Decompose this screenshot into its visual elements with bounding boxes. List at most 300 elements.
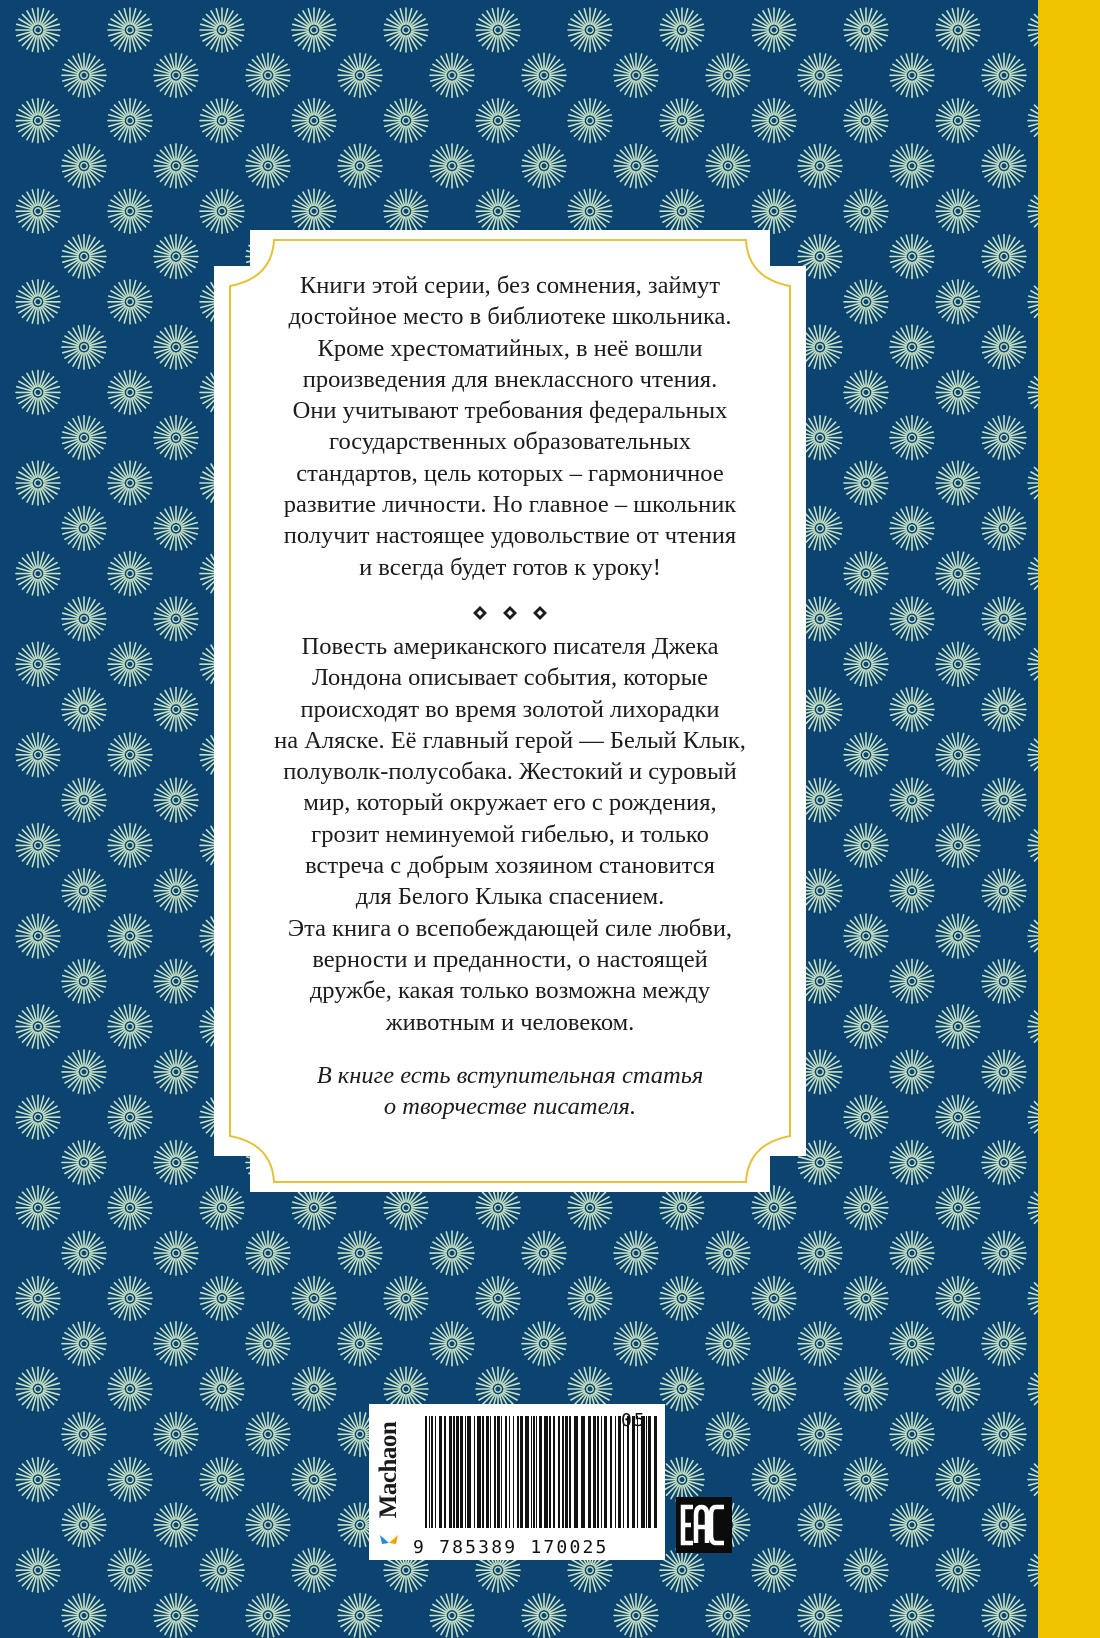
barcode-bar: [501, 1416, 502, 1528]
daisy-flower-icon: [16, 1005, 60, 1049]
daisy-flower-icon: [706, 1594, 750, 1638]
barcode-bar: [453, 1416, 455, 1528]
daisy-flower-icon: [338, 144, 382, 188]
series-description: [270, 270, 750, 583]
barcode-bar: [429, 1416, 430, 1528]
daisy-flower-icon: [108, 461, 152, 505]
daisy-flower-icon: [16, 1276, 60, 1320]
barcode-bar: [654, 1416, 657, 1528]
daisy-flower-icon: [108, 1186, 152, 1230]
daisy-flower-icon: [200, 99, 244, 143]
text-line: верности и преданности, о настоящей: [312, 945, 708, 973]
barcode-bar: [431, 1416, 433, 1528]
daisy-flower-icon: [292, 1548, 336, 1592]
publisher-name: Machaon: [375, 1421, 402, 1519]
text-line: государственных образовательных: [329, 428, 691, 456]
barcode-bar: [641, 1416, 645, 1528]
daisy-flower-icon: [154, 688, 198, 732]
daisy-flower-icon: [108, 1458, 152, 1502]
barcode-bar: [648, 1416, 651, 1528]
book-spine-stripe: [1038, 0, 1100, 1638]
text-line: Кроме хрестоматийных, в неё вошли: [317, 334, 703, 362]
daisy-flower-icon: [706, 1322, 750, 1366]
daisy-flower-icon: [982, 53, 1026, 97]
barcode-bar: [601, 1416, 602, 1528]
daisy-flower-icon: [522, 53, 566, 97]
daisy-flower-icon: [752, 1367, 796, 1411]
daisy-flower-icon: [1028, 1186, 1038, 1230]
daisy-flower-icon: [246, 1322, 290, 1366]
daisy-flower-icon: [568, 189, 612, 233]
daisy-flower-icon: [844, 280, 888, 324]
daisy-flower-icon: [936, 1005, 980, 1049]
daisy-flower-icon: [982, 597, 1026, 641]
daisy-flower-icon: [936, 99, 980, 143]
daisy-flower-icon: [752, 99, 796, 143]
daisy-flower-icon: [154, 325, 198, 369]
daisy-flower-icon: [844, 1458, 888, 1502]
daisy-flower-icon: [660, 8, 704, 52]
daisy-flower-icon: [200, 1276, 244, 1320]
barcode-bar: [444, 1416, 446, 1528]
daisy-flower-icon: [982, 506, 1026, 550]
barcode-bar: [646, 1416, 647, 1528]
daisy-flower-icon: [798, 1594, 842, 1638]
daisy-flower-icon: [1028, 1367, 1038, 1411]
daisy-flower-icon: [936, 1458, 980, 1502]
daisy-flower-icon: [798, 144, 842, 188]
daisy-flower-icon: [154, 1412, 198, 1456]
daisy-flower-icon: [246, 1594, 290, 1638]
daisy-flower-icon: [890, 144, 934, 188]
barcode-bar: [604, 1416, 607, 1528]
daisy-flower-icon: [154, 1594, 198, 1638]
daisy-flower-icon: [706, 53, 750, 97]
daisy-flower-icon: [1028, 99, 1038, 143]
daisy-flower-icon: [614, 1322, 658, 1366]
daisy-flower-icon: [936, 1276, 980, 1320]
daisy-flower-icon: [108, 733, 152, 777]
daisy-flower-icon: [338, 1322, 382, 1366]
daisy-flower-icon: [982, 235, 1026, 279]
barcode-block: [369, 1404, 665, 1560]
barcode-bar: [544, 1416, 548, 1528]
daisy-flower-icon: [890, 869, 934, 913]
daisy-flower-icon: [982, 869, 1026, 913]
daisy-flower-icon: [752, 1276, 796, 1320]
daisy-flower-icon: [1028, 461, 1038, 505]
barcode-addon: 05: [621, 1410, 647, 1431]
daisy-flower-icon: [154, 235, 198, 279]
daisy-flower-icon: [62, 1503, 106, 1547]
daisy-flower-icon: [936, 1367, 980, 1411]
daisy-flower-icon: [16, 914, 60, 958]
daisy-flower-icon: [154, 869, 198, 913]
daisy-flower-icon: [890, 235, 934, 279]
daisy-flower-icon: [292, 1458, 336, 1502]
daisy-flower-icon: [154, 1503, 198, 1547]
daisy-flower-icon: [844, 552, 888, 596]
daisy-flower-icon: [844, 823, 888, 867]
daisy-flower-icon: [844, 1367, 888, 1411]
daisy-flower-icon: [62, 235, 106, 279]
daisy-flower-icon: [200, 1548, 244, 1592]
daisy-flower-icon: [522, 1594, 566, 1638]
daisy-flower-icon: [108, 914, 152, 958]
barcode-bar: [465, 1416, 466, 1528]
barcode-bar: [632, 1416, 635, 1528]
text-line: мир, который окружает его с рождения,: [303, 789, 717, 817]
barcode-bar: [549, 1416, 551, 1528]
daisy-flower-icon: [890, 778, 934, 822]
daisy-flower-icon: [16, 280, 60, 324]
daisy-flower-icon: [522, 1322, 566, 1366]
daisy-flower-icon: [1028, 370, 1038, 414]
daisy-flower-icon: [108, 642, 152, 686]
daisy-flower-icon: [844, 1276, 888, 1320]
daisy-flower-icon: [1028, 1005, 1038, 1049]
daisy-flower-icon: [108, 370, 152, 414]
daisy-flower-icon: [522, 1231, 566, 1275]
barcode-bar: [490, 1416, 491, 1528]
daisy-flower-icon: [108, 1095, 152, 1139]
daisy-flower-icon: [844, 99, 888, 143]
barcode-bar: [569, 1416, 571, 1528]
daisy-flower-icon: [108, 280, 152, 324]
daisy-flower-icon: [16, 370, 60, 414]
daisy-flower-icon: [246, 1231, 290, 1275]
daisy-flower-icon: [430, 1594, 474, 1638]
daisy-flower-icon: [890, 597, 934, 641]
daisy-flower-icon: [292, 1367, 336, 1411]
daisy-flower-icon: [660, 1276, 704, 1320]
daisy-flower-icon: [62, 53, 106, 97]
daisy-flower-icon: [982, 1503, 1026, 1547]
machaon-butterfly-icon: [378, 1532, 400, 1554]
daisy-flower-icon: [982, 778, 1026, 822]
text-line: получит настоящее удовольствие от чтения: [283, 522, 737, 550]
barcode-bar: [588, 1416, 591, 1528]
daisy-flower-icon: [660, 1186, 704, 1230]
daisy-flower-icon: [200, 1458, 244, 1502]
daisy-flower-icon: [384, 99, 428, 143]
daisy-flower-icon: [16, 1367, 60, 1411]
daisy-flower-icon: [936, 461, 980, 505]
daisy-flower-icon: [476, 8, 520, 52]
daisy-flower-icon: [62, 597, 106, 641]
text-line: происходят во время золотой лихорадки: [300, 695, 720, 723]
daisy-flower-icon: [890, 1503, 934, 1547]
daisy-flower-icon: [752, 189, 796, 233]
daisy-flower-icon: [660, 1548, 704, 1592]
daisy-flower-icon: [430, 1322, 474, 1366]
barcode-bar: [525, 1416, 529, 1528]
daisy-flower-icon: [844, 1548, 888, 1592]
barcode-bar: [533, 1416, 535, 1528]
daisy-flower-icon: [1028, 823, 1038, 867]
daisy-flower-icon: [844, 1005, 888, 1049]
isbn-barcode: [425, 1416, 665, 1534]
daisy-flower-icon: [982, 1141, 1026, 1185]
barcode-bar: [610, 1416, 612, 1528]
daisy-flower-icon: [982, 1231, 1026, 1275]
barcode-bar: [565, 1416, 568, 1528]
daisy-flower-icon: [62, 1594, 106, 1638]
barcode-bar: [460, 1416, 463, 1528]
daisy-flower-icon: [752, 1186, 796, 1230]
daisy-flower-icon: [154, 1141, 198, 1185]
daisy-flower-icon: [890, 416, 934, 460]
barcode-bar: [513, 1416, 514, 1528]
text-line: Они учитывают требования федеральных: [292, 397, 728, 425]
daisy-flower-icon: [430, 144, 474, 188]
daisy-flower-icon: [982, 959, 1026, 1003]
daisy-flower-icon: [798, 53, 842, 97]
daisy-flower-icon: [292, 8, 336, 52]
daisy-flower-icon: [660, 1458, 704, 1502]
text-line: полуволк-полусобака. Жестокий и суровый: [283, 758, 737, 786]
daisy-flower-icon: [1028, 733, 1038, 777]
daisy-flower-icon: [798, 1322, 842, 1366]
daisy-flower-icon: [936, 914, 980, 958]
daisy-flower-icon: [936, 823, 980, 867]
daisy-flower-icon: [1028, 189, 1038, 233]
daisy-flower-icon: [844, 914, 888, 958]
daisy-flower-icon: [108, 1005, 152, 1049]
daisy-flower-icon: [62, 778, 106, 822]
daisy-flower-icon: [936, 189, 980, 233]
daisy-flower-icon: [430, 53, 474, 97]
text-line: на Аляске. Её главный герой — Белый Клык,: [274, 726, 746, 754]
barcode-bar: [581, 1416, 585, 1528]
daisy-flower-icon: [982, 144, 1026, 188]
daisy-flower-icon: [154, 1231, 198, 1275]
daisy-flower-icon: [798, 1412, 842, 1456]
barcode-bar: [618, 1416, 621, 1528]
daisy-flower-icon: [844, 461, 888, 505]
daisy-flower-icon: [936, 1186, 980, 1230]
daisy-flower-icon: [62, 1231, 106, 1275]
daisy-flower-icon: [108, 99, 152, 143]
daisy-flower-icon: [890, 1050, 934, 1094]
daisy-flower-icon: [660, 99, 704, 143]
barcode-bar: [536, 1416, 537, 1528]
eac-letters: [676, 1497, 732, 1553]
daisy-flower-icon: [844, 8, 888, 52]
barcode-bar: [497, 1416, 500, 1528]
isbn-number: 9 785389 170025: [413, 1537, 609, 1558]
text-line: Эта книга о всепобеждающей силе любви,: [287, 914, 733, 942]
barcode-bar: [553, 1416, 555, 1528]
daisy-flower-icon: [1028, 8, 1038, 52]
text-line: произведения для внеклассного чтения.: [302, 365, 718, 393]
daisy-flower-icon: [292, 1276, 336, 1320]
text-line: Лондона описывает события, которые: [311, 664, 709, 692]
daisy-flower-icon: [890, 53, 934, 97]
daisy-flower-icon: [108, 8, 152, 52]
introduction-note: [270, 1060, 750, 1123]
daisy-flower-icon: [384, 8, 428, 52]
daisy-flower-icon: [936, 1548, 980, 1592]
daisy-flower-icon: [706, 1231, 750, 1275]
daisy-flower-icon: [16, 189, 60, 233]
daisy-flower-icon: [16, 642, 60, 686]
daisy-flower-icon: [108, 1276, 152, 1320]
text-line: Повесть американского писателя Джека: [301, 632, 719, 660]
daisy-flower-icon: [936, 8, 980, 52]
daisy-flower-icon: [890, 1141, 934, 1185]
daisy-flower-icon: [292, 189, 336, 233]
daisy-flower-icon: [154, 1050, 198, 1094]
daisy-flower-icon: [568, 8, 612, 52]
barcode-bar: [486, 1416, 489, 1528]
daisy-flower-icon: [890, 1594, 934, 1638]
daisy-flower-icon: [568, 1186, 612, 1230]
text-line: дружбе, какая только возможна между: [309, 977, 711, 1005]
daisy-flower-icon: [1028, 1548, 1038, 1592]
daisy-flower-icon: [982, 688, 1026, 732]
daisy-flower-icon: [16, 1186, 60, 1230]
daisy-flower-icon: [246, 1503, 290, 1547]
daisy-flower-icon: [154, 53, 198, 97]
daisy-flower-icon: [614, 53, 658, 97]
daisy-flower-icon: [108, 1367, 152, 1411]
daisy-flower-icon: [890, 959, 934, 1003]
daisy-flower-icon: [752, 8, 796, 52]
daisy-flower-icon: [62, 144, 106, 188]
daisy-flower-icon: [982, 416, 1026, 460]
daisy-flower-icon: [384, 1186, 428, 1230]
barcode-bar: [597, 1416, 599, 1528]
daisy-flower-icon: [844, 370, 888, 414]
daisy-flower-icon: [1028, 1458, 1038, 1502]
barcode-bar: [531, 1416, 532, 1528]
daisy-flower-icon: [338, 53, 382, 97]
daisy-flower-icon: [16, 8, 60, 52]
daisy-flower-icon: [706, 144, 750, 188]
daisy-flower-icon: [890, 506, 934, 550]
daisy-flower-icon: [1028, 552, 1038, 596]
daisy-flower-icon: [890, 1322, 934, 1366]
daisy-flower-icon: [16, 552, 60, 596]
daisy-flower-icon: [1028, 280, 1038, 324]
daisy-flower-icon: [660, 189, 704, 233]
daisy-flower-icon: [62, 1412, 106, 1456]
daisy-flower-icon: [890, 1231, 934, 1275]
daisy-flower-icon: [614, 1231, 658, 1275]
daisy-flower-icon: [108, 189, 152, 233]
daisy-flower-icon: [844, 1095, 888, 1139]
daisy-flower-icon: [706, 1412, 750, 1456]
barcode-bar: [637, 1416, 638, 1528]
daisy-flower-icon: [62, 325, 106, 369]
daisy-flower-icon: [936, 733, 980, 777]
daisy-flower-icon: [154, 959, 198, 1003]
daisy-flower-icon: [844, 733, 888, 777]
daisy-flower-icon: [16, 1548, 60, 1592]
daisy-flower-icon: [476, 1186, 520, 1230]
daisy-flower-icon: [982, 325, 1026, 369]
daisy-flower-icon: [62, 869, 106, 913]
daisy-flower-icon: [16, 1095, 60, 1139]
daisy-flower-icon: [154, 506, 198, 550]
daisy-flower-icon: [936, 552, 980, 596]
daisy-flower-icon: [16, 461, 60, 505]
daisy-flower-icon: [1028, 642, 1038, 686]
daisy-flower-icon: [752, 1548, 796, 1592]
daisy-flower-icon: [338, 1594, 382, 1638]
eac-mark-icon: [676, 1497, 732, 1553]
barcode-bar: [477, 1416, 481, 1528]
daisy-flower-icon: [16, 823, 60, 867]
daisy-flower-icon: [62, 416, 106, 460]
text-line: для Белого Клыка спасением.: [355, 883, 665, 911]
diamond-ornament-icon: [503, 606, 517, 620]
daisy-flower-icon: [62, 1141, 106, 1185]
daisy-flower-icon: [62, 959, 106, 1003]
daisy-flower-icon: [292, 1186, 336, 1230]
daisy-flower-icon: [982, 1322, 1026, 1366]
barcode-bar: [520, 1416, 523, 1528]
daisy-flower-icon: [476, 189, 520, 233]
daisy-flower-icon: [1028, 1276, 1038, 1320]
book-description: [270, 631, 750, 1038]
barcode-bar: [439, 1416, 442, 1528]
diamond-ornament-icon: [473, 606, 487, 620]
barcode-bar: [593, 1416, 596, 1528]
daisy-flower-icon: [200, 8, 244, 52]
text-line: о творчестве писателя.: [383, 1093, 637, 1121]
barcode-bar: [517, 1416, 519, 1528]
daisy-flower-icon: [154, 416, 198, 460]
daisy-flower-icon: [1028, 914, 1038, 958]
daisy-flower-icon: [844, 189, 888, 233]
barcode-bar: [574, 1416, 578, 1528]
daisy-flower-icon: [292, 99, 336, 143]
daisy-flower-icon: [338, 1231, 382, 1275]
text-line: В книге есть вступительная статья: [316, 1061, 704, 1089]
daisy-flower-icon: [62, 1050, 106, 1094]
daisy-flower-icon: [384, 1276, 428, 1320]
text-line: грозит неминуемой гибелью, и только: [311, 820, 709, 848]
daisy-flower-icon: [798, 1503, 842, 1547]
barcode-bar: [505, 1416, 507, 1528]
barcode-bar: [539, 1416, 542, 1528]
daisy-flower-icon: [936, 642, 980, 686]
daisy-flower-icon: [568, 99, 612, 143]
daisy-flower-icon: [660, 1367, 704, 1411]
daisy-flower-icon: [844, 1186, 888, 1230]
daisy-flower-icon: [16, 1458, 60, 1502]
daisy-flower-icon: [246, 53, 290, 97]
barcode-bar: [456, 1416, 459, 1528]
barcode-bar: [482, 1416, 484, 1528]
daisy-flower-icon: [982, 1050, 1026, 1094]
daisy-flower-icon: [798, 1231, 842, 1275]
daisy-flower-icon: [16, 99, 60, 143]
daisy-flower-icon: [890, 325, 934, 369]
text-line: достойное место в библиотеке школьника.: [288, 303, 732, 331]
barcode-bar: [615, 1416, 616, 1528]
daisy-flower-icon: [16, 733, 60, 777]
text-line: стандартов, цель которых – гармоничное: [296, 459, 724, 487]
daisy-flower-icon: [936, 1095, 980, 1139]
barcode-bar: [474, 1416, 475, 1528]
daisy-flower-icon: [200, 189, 244, 233]
daisy-flower-icon: [476, 1276, 520, 1320]
text-line: встреча с добрым хозяином становится: [305, 852, 715, 880]
daisy-flower-icon: [246, 1412, 290, 1456]
